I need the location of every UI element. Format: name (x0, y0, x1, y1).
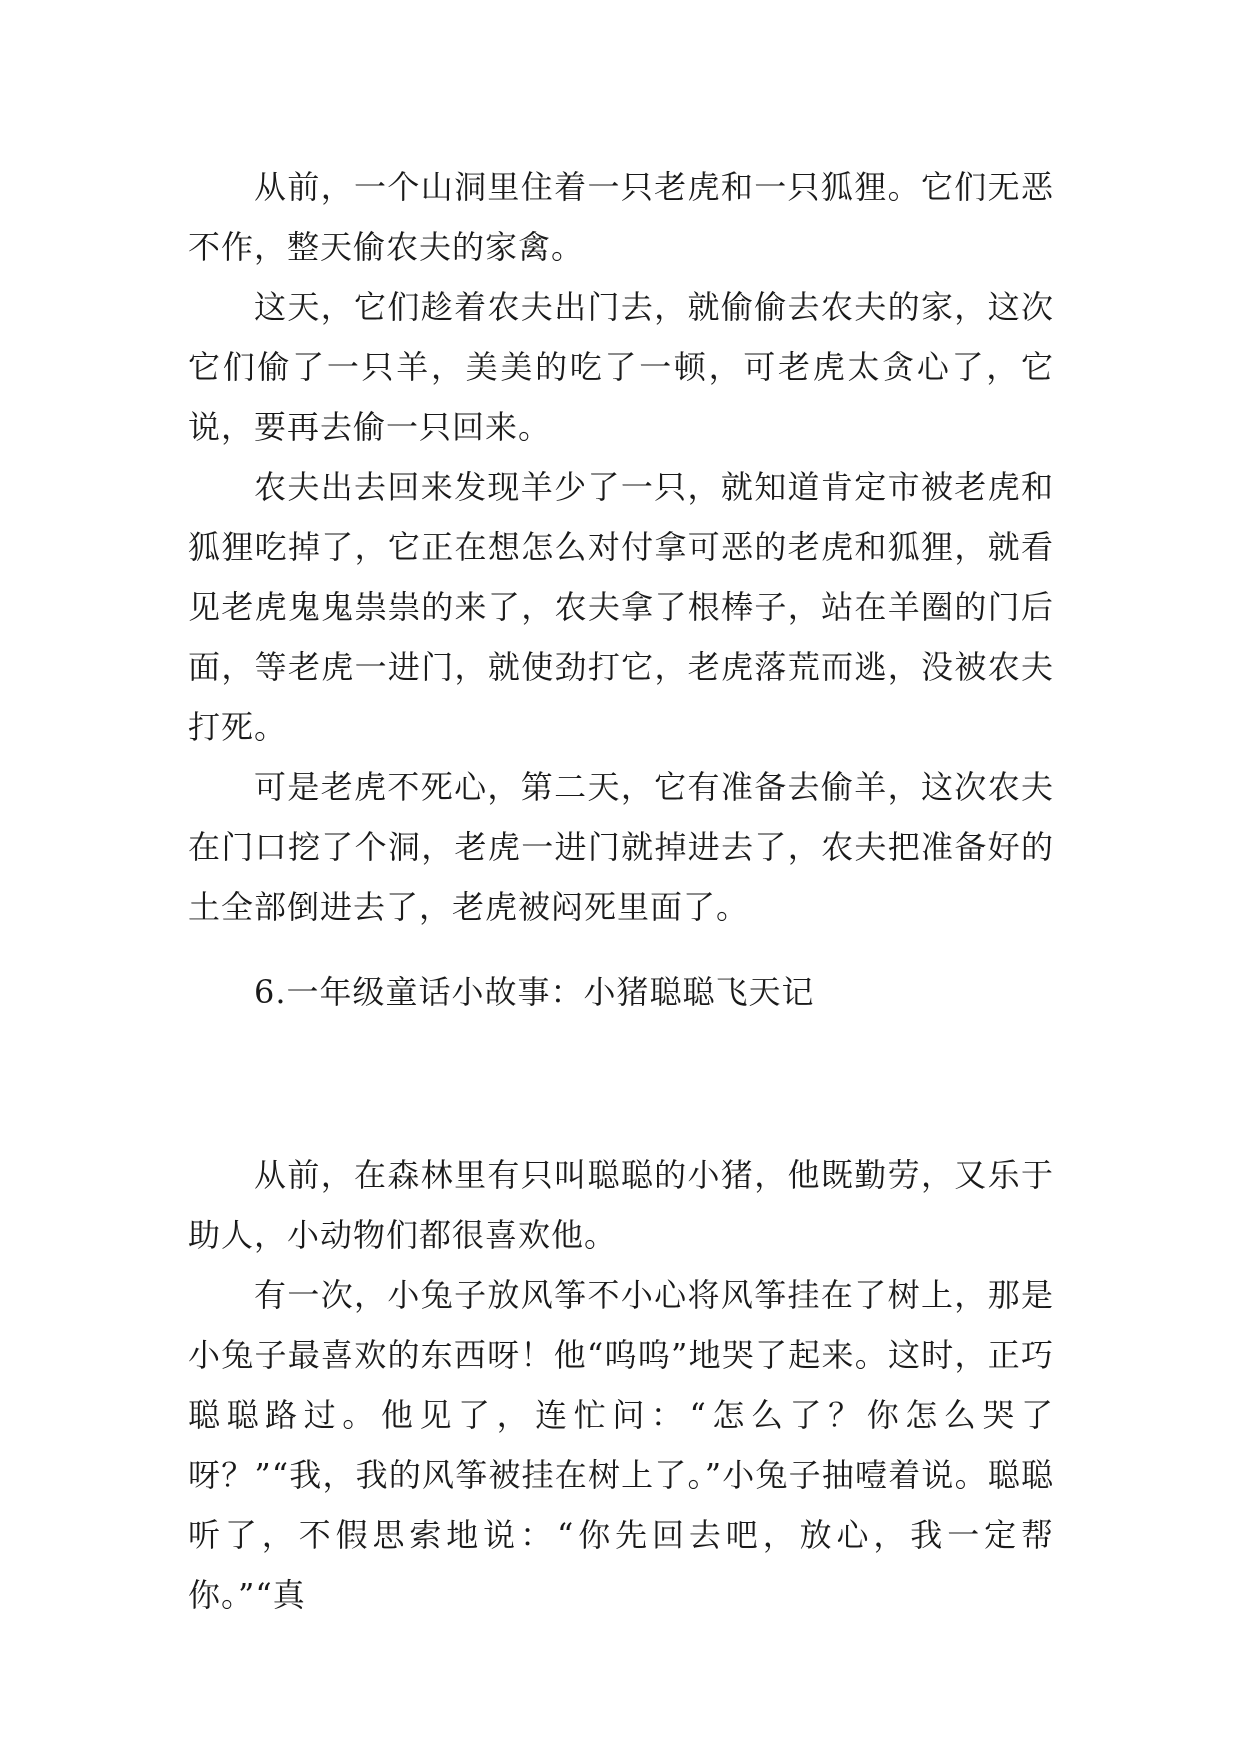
paragraph: 从前，在森林里有只叫聪聪的小猪，他既勤劳，又乐于助人，小动物们都很喜欢他。 (188, 1156, 1054, 1254)
paragraph: 可是老虎不死心，第二天，它有准备去偷羊，这次农夫在门口挖了个洞，老虎一进门就掉进去了，农夫把准备好的土全部倒进去了，老虎被闷死里面了。 (188, 768, 1054, 926)
story-body-piglet (188, 1145, 1054, 1625)
paragraph: 农夫出去回来发现羊少了一只，就知道肯定市被老虎和狐狸吃掉了，它正在想怎么对付拿可恶的老虎和狐狸，就看见老虎鬼鬼祟祟的来了，农夫拿了根棒子，站在羊圈的门后面，等老虎一进门，就使劲打它，老虎落荒而逃，没被农夫打死。 (188, 468, 1054, 746)
paragraph: 从前，一个山洞里住着一只老虎和一只狐狸。它们无恶不作，整天偷农夫的家禽。 (188, 168, 1054, 266)
story-body-tiger-fox (188, 157, 1054, 937)
section-heading: 6.一年级童话小故事：小猪聪聪飞天记 (254, 973, 815, 1011)
paragraph: 有一次，小兔子放风筝不小心将风筝挂在了树上，那是小兔子最喜欢的东西呀！他“呜呜”地哭了起来。这时，正巧聪聪路过。他见了，连忙问：“怎么了？你怎么哭了呀？”“我，我的风筝被挂在树上了。”小兔子抽噎着说。聪聪听了，不假思索地说：“你先回去吧，放心，我一定帮你。”“真 (188, 1276, 1054, 1614)
paragraph: 这天，它们趁着农夫出门去，就偷偷去农夫的家，这次它们偷了一只羊，美美的吃了一顿，可老虎太贪心了，它说，要再去偷一只回来。 (188, 288, 1054, 446)
